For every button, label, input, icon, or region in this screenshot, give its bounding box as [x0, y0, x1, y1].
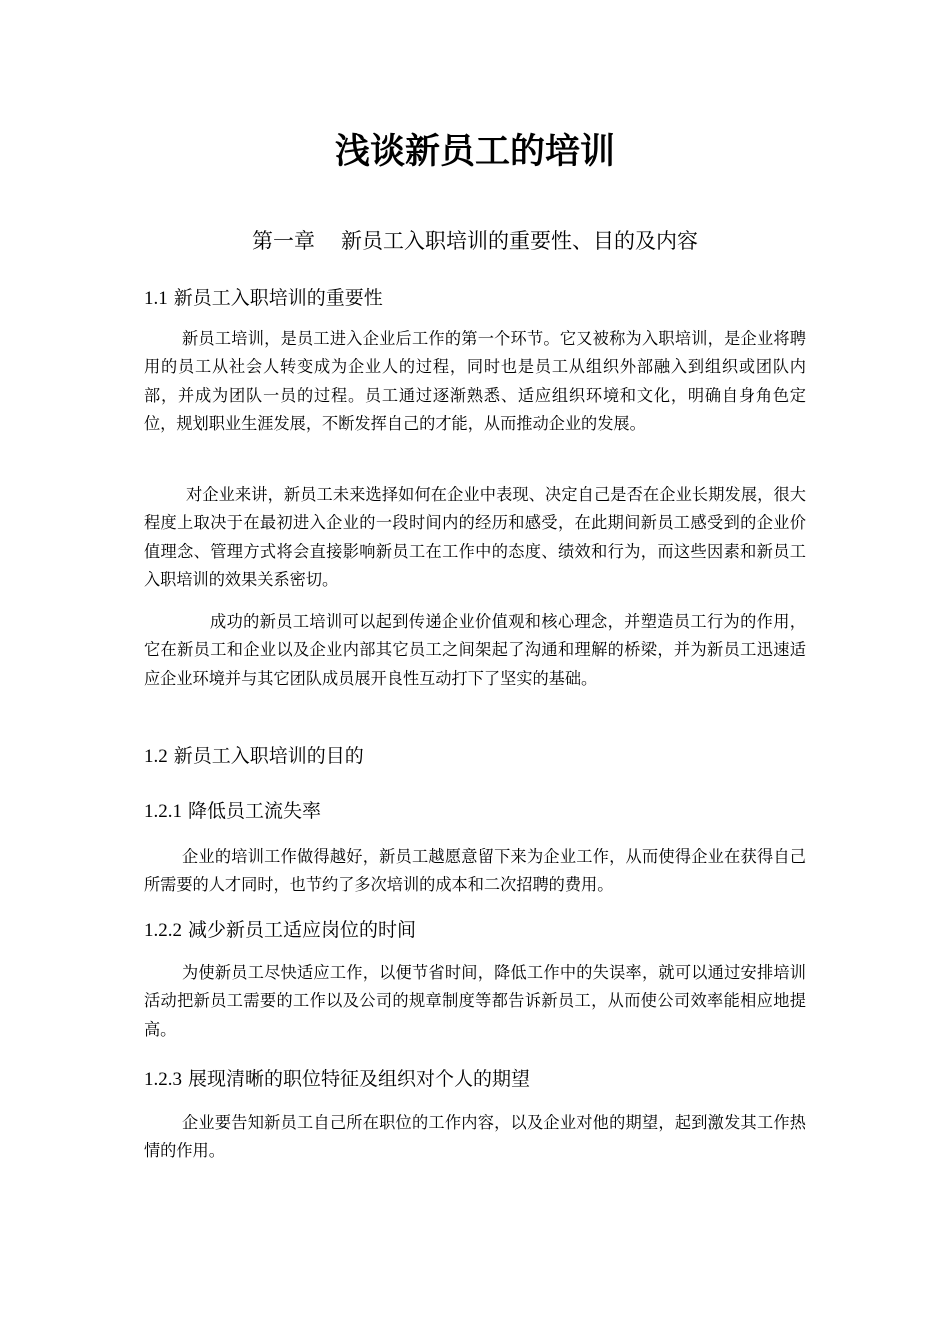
paragraph: 企业的培训工作做得越好，新员工越愿意留下来为企业工作，从而使得企业在获得自己所需要的人才同时，也节约了多次培训的成本和二次招聘的费用。 — [144, 847, 806, 895]
section-number: 1.2.1 — [144, 801, 182, 822]
section-number: 1.2.3 — [144, 1069, 182, 1090]
chapter-label: 第一章 — [252, 229, 315, 253]
paragraph: 企业要告知新员工自己所在职位的工作内容，以及企业对他的期望，起到激发其工作热情的作用。 — [144, 1113, 806, 1161]
paragraph: 对企业来讲，新员工未来选择如何在企业中表现、决定自己是否在企业长期发展，很大程度上取决于在最初进入企业的一段时间内的经历和感受，在此期间新员工感受到的企业价值理念、管理方式将会直接影响新员工在工作中的态度、绩效和行为，而这些因素和新员工入职培训的效果关系密切。 — [144, 485, 806, 589]
section-number: 1.2 — [144, 746, 168, 767]
section-title: 减少新员工适应岗位的时间 — [188, 919, 417, 941]
section-heading-1-2-3 — [144, 1064, 814, 1095]
section-heading-1-1 — [144, 283, 814, 314]
section-title: 展现清晰的职位特征及组织对个人的期望 — [188, 1068, 531, 1090]
section-heading-1-2-1 — [144, 796, 814, 827]
section-heading-1-2-2 — [144, 915, 814, 946]
section-title: 降低员工流失率 — [188, 800, 322, 822]
paragraph: 成功的新员工培训可以起到传递企业价值观和核心理念，并塑造员工行为的作用，它在新员工和企业以及企业内部其它员工之间架起了沟通和理解的桥梁，并为新员工迅速适应企业环境并与其它团队成员展开良性互动打下了坚实的基础。 — [144, 612, 806, 688]
section-title: 新员工入职培训的重要性 — [173, 287, 383, 309]
section-heading-1-2 — [144, 741, 814, 772]
section-number: 1.2.2 — [144, 920, 182, 941]
chapter-title: 新员工入职培训的重要性、目的及内容 — [341, 229, 698, 253]
section-title: 新员工入职培训的目的 — [173, 745, 364, 767]
paragraph: 新员工培训，是员工进入企业后工作的第一个环节。它又被称为入职培训，是企业将聘用的员工从社会人转变成为企业人的过程，同时也是员工从组织外部融入到组织或团队内部，并成为团队一员的过程。员工通过逐渐熟悉、适应组织环境和文化，明确自身角色定位，规划职业生涯发展，不断发挥自己的才能，从而推动企业的发展。 — [144, 329, 806, 433]
chapter-heading — [0, 224, 950, 258]
document-title: 浅谈新员工的培训 — [334, 132, 615, 172]
section-number: 1.1 — [144, 288, 168, 309]
paragraph: 为使新员工尽快适应工作，以便节省时间，降低工作中的失误率，就可以通过安排培训活动把新员工需要的工作以及公司的规章制度等都告诉新员工，从而使公司效率能相应地提高。 — [144, 963, 806, 1039]
